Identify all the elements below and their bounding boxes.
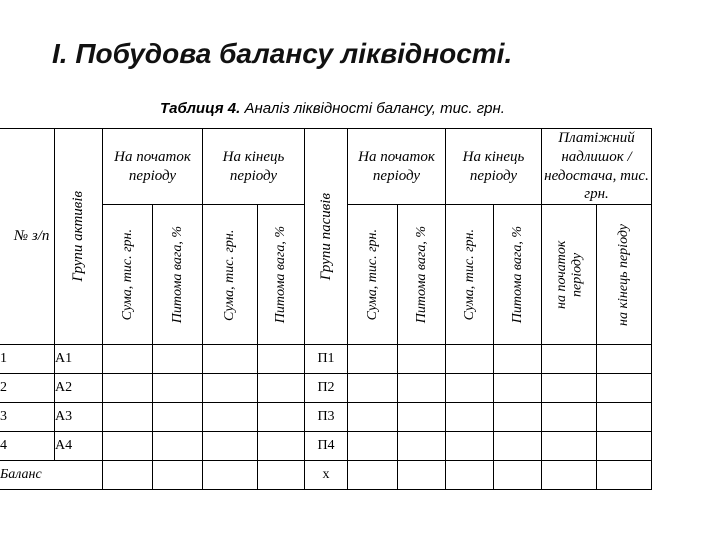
cell bbox=[398, 461, 446, 490]
cell bbox=[597, 374, 652, 403]
liability-group: П2 bbox=[305, 374, 348, 403]
cell bbox=[153, 374, 203, 403]
liquidity-table bbox=[0, 128, 652, 490]
caption-text: Аналіз ліквідності балансу, тис. грн. bbox=[240, 100, 505, 117]
table-row bbox=[0, 403, 652, 432]
header-assets-start: На початок періоду bbox=[103, 129, 203, 205]
cell bbox=[258, 461, 305, 490]
table-row bbox=[0, 374, 652, 403]
table-caption bbox=[160, 100, 505, 117]
header-liability-groups-label: Групи пасивів bbox=[317, 192, 334, 281]
table-row bbox=[0, 432, 652, 461]
cell bbox=[103, 345, 153, 374]
asset-group: А1 bbox=[55, 345, 103, 374]
cell bbox=[398, 432, 446, 461]
cell bbox=[258, 345, 305, 374]
header-sum-label: Сума, тис. грн. bbox=[364, 228, 380, 321]
cell bbox=[597, 403, 652, 432]
cell bbox=[203, 345, 258, 374]
page-title: І. Побудова балансу ліквідності. bbox=[52, 38, 513, 69]
header-liab-end-sum bbox=[446, 205, 494, 345]
cell bbox=[348, 403, 398, 432]
header-asset-start-share bbox=[153, 205, 203, 345]
header-surplus-start-label: на початок періоду bbox=[553, 240, 584, 309]
cell bbox=[494, 374, 542, 403]
cell bbox=[203, 461, 258, 490]
header-surplus-end-label: на кінець періоду bbox=[616, 223, 632, 326]
header-liab-start: На початок періоду bbox=[348, 129, 446, 205]
caption-prefix: Таблиця 4. bbox=[160, 100, 241, 117]
header-sum-label: Сума, тис. грн. bbox=[119, 228, 135, 321]
header-surplus-start bbox=[542, 205, 597, 345]
header-share-label: Питома вага, % bbox=[273, 225, 289, 324]
cell bbox=[597, 461, 652, 490]
cell bbox=[398, 374, 446, 403]
row-number: 1 bbox=[0, 345, 55, 374]
cell bbox=[597, 345, 652, 374]
cell bbox=[348, 432, 398, 461]
cell bbox=[446, 345, 494, 374]
header-number-label: № з/п bbox=[14, 228, 50, 244]
cell bbox=[494, 432, 542, 461]
cell bbox=[153, 345, 203, 374]
asset-group: А2 bbox=[55, 374, 103, 403]
liability-group: П1 bbox=[305, 345, 348, 374]
cell bbox=[398, 345, 446, 374]
balance-liability: х bbox=[305, 461, 348, 490]
header-liab-start-sum bbox=[348, 205, 398, 345]
table-row bbox=[0, 345, 652, 374]
header-share-label: Питома вага, % bbox=[509, 225, 525, 324]
cell bbox=[203, 432, 258, 461]
cell bbox=[258, 403, 305, 432]
cell bbox=[494, 345, 542, 374]
balance-label: Баланс bbox=[0, 461, 103, 490]
cell bbox=[153, 461, 203, 490]
header-liability-groups bbox=[305, 129, 348, 345]
cell bbox=[597, 432, 652, 461]
cell bbox=[103, 461, 153, 490]
cell bbox=[542, 374, 597, 403]
header-number bbox=[0, 129, 55, 345]
cell bbox=[446, 461, 494, 490]
cell bbox=[542, 432, 597, 461]
liability-group: П4 bbox=[305, 432, 348, 461]
header-liab-start-share bbox=[398, 205, 446, 345]
header-asset-end-share bbox=[258, 205, 305, 345]
cell bbox=[348, 374, 398, 403]
liability-group: П3 bbox=[305, 403, 348, 432]
cell bbox=[446, 432, 494, 461]
cell bbox=[494, 403, 542, 432]
header-asset-start-sum bbox=[103, 205, 153, 345]
cell bbox=[542, 461, 597, 490]
header-share-label: Питома вага, % bbox=[169, 225, 185, 324]
header-sum-label: Сума, тис. грн. bbox=[461, 228, 477, 321]
header-asset-groups-label: Групи активів bbox=[70, 191, 87, 282]
cell bbox=[203, 403, 258, 432]
header-surplus: Платіжний надлишок / недостача, тис. грн. bbox=[542, 129, 652, 205]
cell bbox=[398, 403, 446, 432]
asset-group: А4 bbox=[55, 432, 103, 461]
row-number: 2 bbox=[0, 374, 55, 403]
cell bbox=[446, 403, 494, 432]
header-surplus-end bbox=[597, 205, 652, 345]
cell bbox=[103, 403, 153, 432]
cell bbox=[542, 403, 597, 432]
row-number: 3 bbox=[0, 403, 55, 432]
cell bbox=[494, 461, 542, 490]
cell bbox=[542, 345, 597, 374]
cell bbox=[153, 432, 203, 461]
cell bbox=[258, 432, 305, 461]
balance-row bbox=[0, 461, 652, 490]
cell bbox=[348, 345, 398, 374]
cell bbox=[348, 461, 398, 490]
cell bbox=[103, 432, 153, 461]
header-asset-groups bbox=[55, 129, 103, 345]
cell bbox=[446, 374, 494, 403]
cell bbox=[103, 374, 153, 403]
header-share-label: Питома вага, % bbox=[413, 225, 429, 324]
header-liab-end: На кінець періоду bbox=[446, 129, 542, 205]
header-asset-end-sum bbox=[203, 205, 258, 345]
header-liab-end-share bbox=[494, 205, 542, 345]
cell bbox=[203, 374, 258, 403]
cell bbox=[258, 374, 305, 403]
row-number: 4 bbox=[0, 432, 55, 461]
asset-group: А3 bbox=[55, 403, 103, 432]
header-assets-end: На кінець періоду bbox=[203, 129, 305, 205]
cell bbox=[153, 403, 203, 432]
header-sum-label: Сума, тис. грн. bbox=[222, 228, 238, 321]
